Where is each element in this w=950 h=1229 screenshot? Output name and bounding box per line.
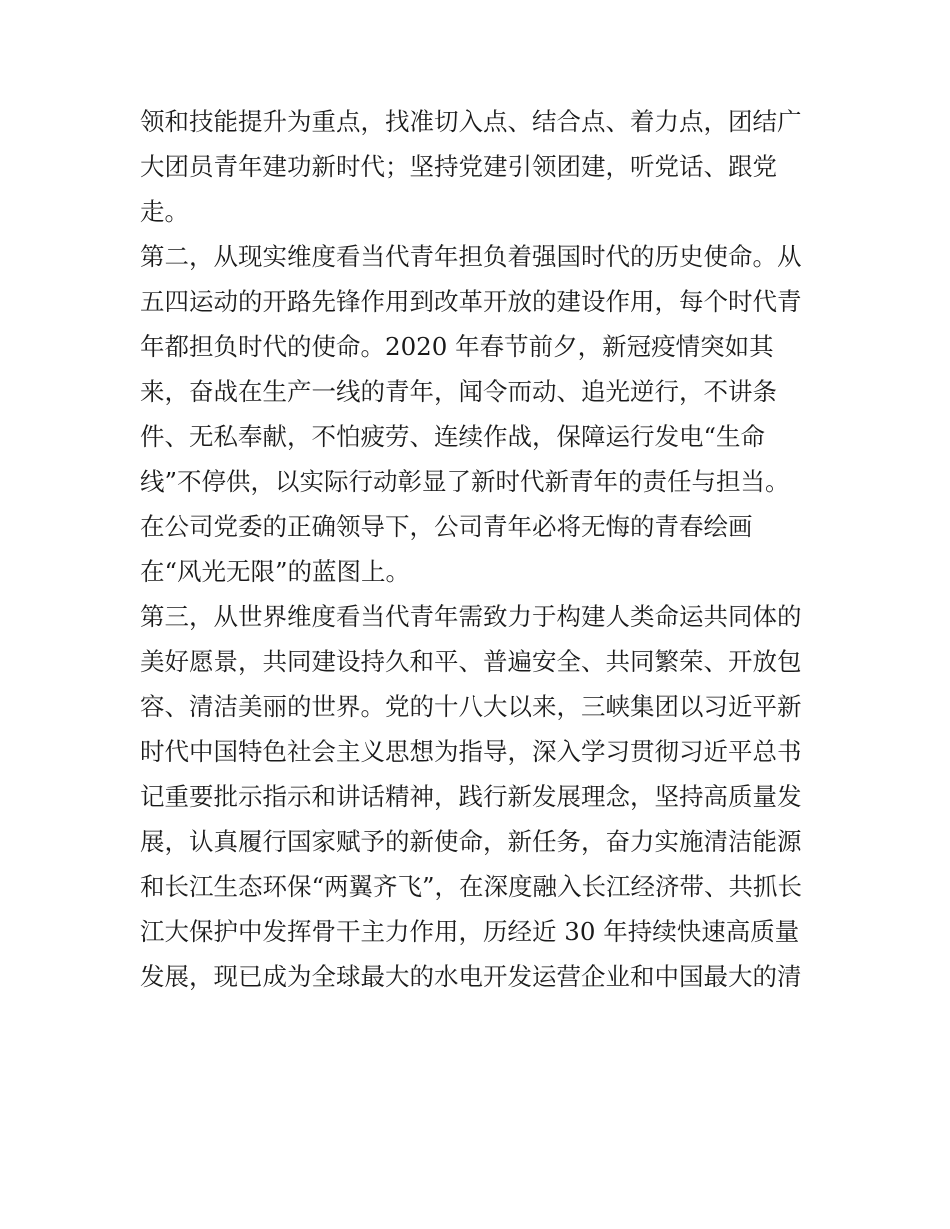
text-line: 美好愿景，共同建设持久和平、普遍安全、共同繁荣、开放包 — [140, 647, 802, 676]
body-text — [140, 99, 820, 999]
text-line: 和长江生态环保“两翼齐飞”，在深度融入长江经济带、共抓长 — [140, 872, 803, 901]
text-line: 件、无私奉献，不怕疲劳、连续作战，保障运行发电“生命 — [140, 422, 766, 451]
text-line: 来，奋战在生产一线的青年，闻令而动、追光逆行，不讲条 — [140, 377, 777, 406]
text-line: 在公司党委的正确领导下，公司青年必将无悔的青春绘画 — [140, 512, 753, 541]
text-line: 时代中国特色社会主义思想为指导，深入学习贯彻习近平总书 — [140, 737, 802, 766]
text-line: 记重要批示指示和讲话精神，践行新发展理念，坚持高质量发 — [140, 782, 802, 811]
text-line: 领和技能提升为重点，找准切入点、结合点、着力点，团结广 — [140, 107, 802, 136]
text-line: 第二，从现实维度看当代青年担负着强国时代的历史使命。从 — [140, 242, 802, 271]
text-line: 大团员青年建功新时代；坚持党建引领团建，听党话、跟党 — [140, 152, 777, 181]
text-line: 容、清洁美丽的世界。党的十八大以来，三峡集团以习近平新 — [140, 692, 802, 721]
text-line: 年都担负时代的使命。2020 年春节前夕，新冠疫情突如其 — [140, 332, 774, 361]
text-line: 在“风光无限”的蓝图上。 — [140, 557, 411, 586]
text-line: 线”不停供，以实际行动彰显了新时代新青年的责任与担当。 — [140, 467, 790, 496]
text-line: 展，认真履行国家赋予的新使命，新任务，奋力实施清洁能源 — [140, 827, 802, 856]
text-line: 走。 — [140, 197, 189, 226]
text-line: 江大保护中发挥骨干主力作用，历经近 30 年持续快速高质量 — [140, 917, 800, 946]
text-line: 发展，现已成为全球最大的水电开发运营企业和中国最大的清 — [140, 962, 802, 991]
text-line: 第三，从世界维度看当代青年需致力于构建人类命运共同体的 — [140, 602, 802, 631]
text-line: 五四运动的开路先锋作用到改革开放的建设作用，每个时代青 — [140, 287, 802, 316]
